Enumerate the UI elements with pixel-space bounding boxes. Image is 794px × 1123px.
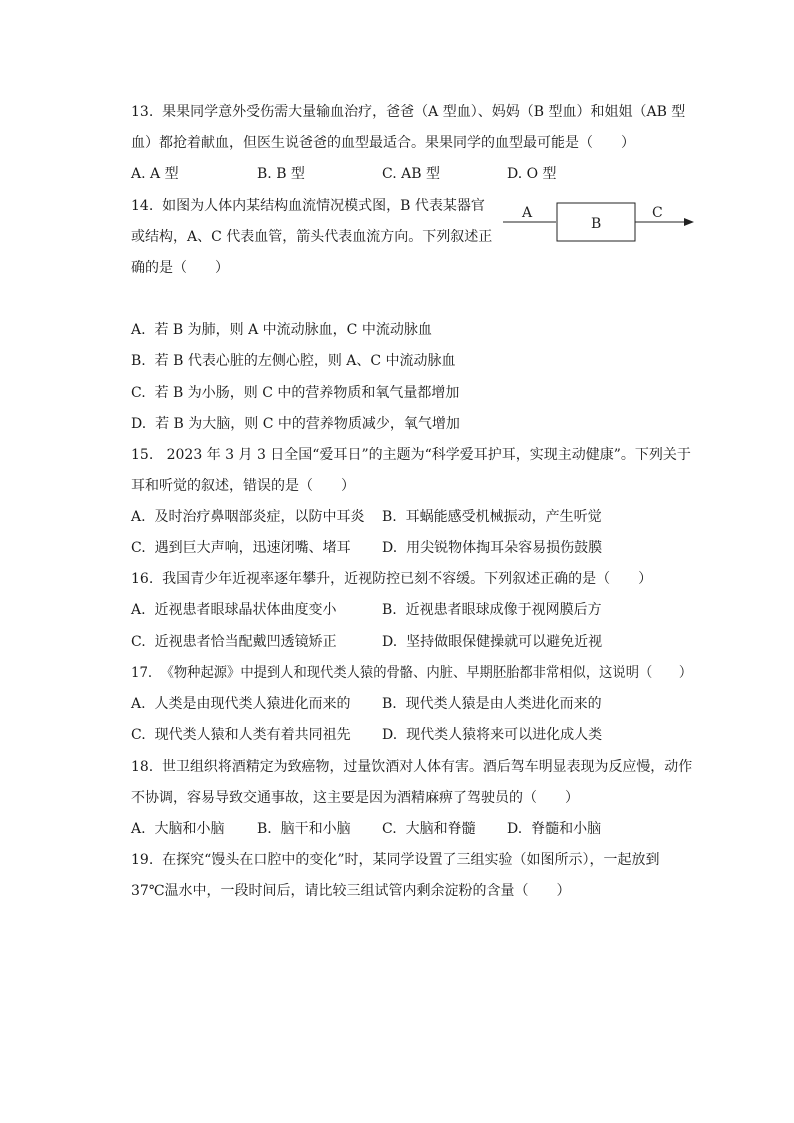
q19-line-1: 19. 在探究“馒头在口腔中的变化”时，某同学设置了三组实验（如图所示），一起放到 <box>131 852 660 868</box>
q15-option-c: C. 遇到巨大声响，迅速闭嘴、堵耳 <box>131 540 351 556</box>
q18-option-d: D. 脊髓和小脑 <box>507 821 602 837</box>
q13-option-c: C. AB 型 <box>382 166 440 182</box>
q13-option-d: D. O 型 <box>507 166 557 182</box>
q15-option-d: D. 用尖锐物体掏耳朵容易损伤鼓膜 <box>382 540 603 556</box>
q17-line-1: 17. 《物种起源》中提到人和现代类人猿的骨骼、内脏、早期胚胎都非常相似，这说明（ ） <box>131 665 693 681</box>
q15-option-b: B. 耳蜗能感受机械振动，产生听觉 <box>382 509 602 525</box>
q18-line-2: 不协调，容易导致交通事故，这主要是因为酒精麻痹了驾驶员的（ ） <box>131 790 579 806</box>
q17-option-c: C. 现代类人猿和人类有着共同祖先 <box>131 727 351 743</box>
q16-option-b: B. 近视患者眼球成像于视网膜后方 <box>382 602 602 618</box>
q13-line-1: 13. 果果同学意外受伤需大量输血治疗，爸爸（A 型血）、妈妈（B 型血）和姐姐（AB 型 <box>131 104 686 120</box>
q15-line-2: 耳和听觉的叙述，错误的是（ ） <box>131 478 355 494</box>
q13-option-b: B. B 型 <box>257 166 305 182</box>
q17-option-d: D. 现代类人猿将来可以进化成人类 <box>382 727 603 743</box>
q16-option-d: D. 坚持做眼保健操就可以避免近视 <box>382 634 603 650</box>
q14-option-b: B. 若 B 代表心脏的左侧心腔，则 A、C 中流动脉血 <box>131 353 456 369</box>
q15-option-a: A. 及时治疗鼻咽部炎症，以防中耳炎 <box>131 509 365 525</box>
q18-option-c: C. 大脑和脊髓 <box>382 821 476 837</box>
label-c: C <box>652 205 663 221</box>
q13-option-a: A. A 型 <box>131 166 179 182</box>
q14-line-1: 14. 如图为人体内某结构血流情况模式图，B 代表某器官 <box>131 198 485 214</box>
q14-line-3: 确的是（ ） <box>131 260 229 276</box>
q17-option-a: A. 人类是由现代类人猿进化而来的 <box>131 696 351 712</box>
label-b: B <box>591 216 602 232</box>
q18-option-b: B. 脑干和小脑 <box>257 821 351 837</box>
q16-option-a: A. 近视患者眼球晶状体曲度变小 <box>131 602 337 618</box>
q14-option-c: C. 若 B 为小肠，则 C 中的营养物质和氧气量都增加 <box>131 385 460 401</box>
q14-line-2: 或结构，A、C 代表血管，箭头代表血流方向。下列叙述正 <box>131 229 493 245</box>
q16-option-c: C. 近视患者恰当配戴凹透镜矫正 <box>131 634 337 650</box>
q19-line-2: 37℃温水中，一段时间后，请比较三组试管内剩余淀粉的含量（ ） <box>131 883 571 899</box>
q15-line-1: 15. 2023 年 3 月 3 日全国“爱耳日”的主题为“科学爱耳护耳，实现主动健康”。下列关于 <box>131 447 691 463</box>
label-a: A <box>522 205 533 221</box>
q14-option-a: A. 若 B 为肺，则 A 中流动脉血，C 中流动脉血 <box>131 322 432 338</box>
q18-option-a: A. 大脑和小脑 <box>131 821 225 837</box>
q17-option-b: B. 现代类人猿是由人类进化而来的 <box>382 696 602 712</box>
blood-flow-diagram <box>500 198 700 248</box>
flow-arrow-icon <box>684 218 694 226</box>
q16-line-1: 16. 我国青少年近视率逐年攀升，近视防控已刻不容缓。下列叙述正确的是（ ） <box>131 571 653 587</box>
q13-line-2: 血）都抢着献血，但医生说爸爸的血型最适合。果果同学的血型最可能是（ ） <box>131 135 635 151</box>
q14-option-d: D. 若 B 为大脑，则 C 中的营养物质减少，氧气增加 <box>131 416 460 432</box>
q18-line-1: 18. 世卫组织将酒精定为致癌物，过量饮酒对人体有害。酒后驾车明显表现为反应慢，动作 <box>131 759 693 775</box>
